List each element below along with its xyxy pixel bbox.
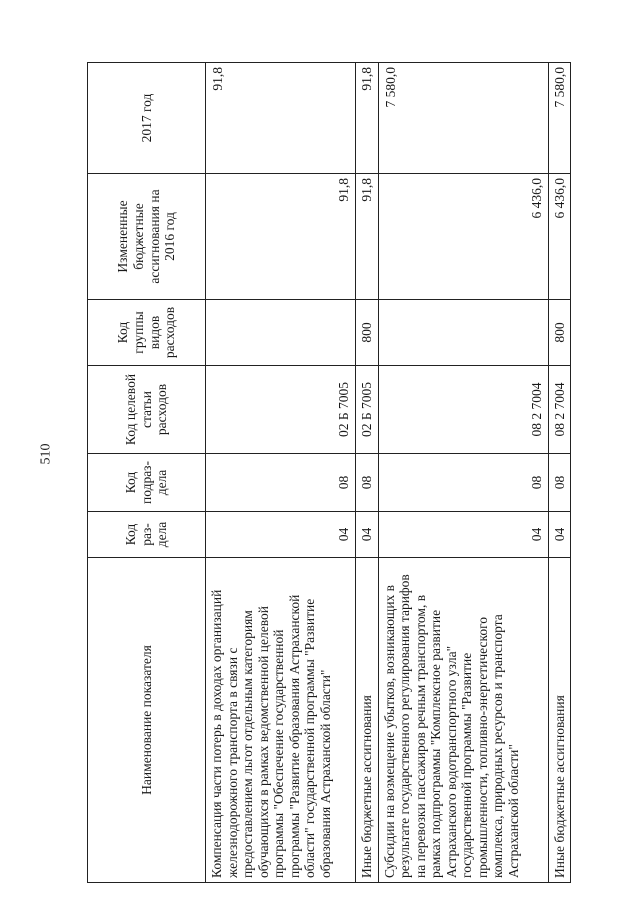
row-2017: 7 580,0 — [378, 63, 548, 174]
table-row — [378, 63, 548, 883]
row-target: 02 Б 7005 — [356, 366, 379, 454]
row-changed-2016: 6 436,0 — [378, 174, 548, 300]
header-podrazdel: Код подраз-дела — [88, 454, 206, 512]
row-changed-2016: 6 436,0 — [548, 174, 571, 300]
row-podrazdel: 08 — [548, 454, 571, 512]
row-name: Иные бюджетные ассигнования — [548, 558, 571, 883]
row-target: 02 Б 7005 — [206, 366, 356, 454]
row-razdel: 04 — [378, 512, 548, 558]
header-razdel: Код раз-дела — [88, 512, 206, 558]
row-2017: 91,8 — [356, 63, 379, 174]
header-2017: 2017 год — [88, 63, 206, 174]
row-name: Компенсация части потерь в доходах организаций железнодорожного транспорта в связи с предоставлением льгот отдельным категориям обучающихся в рамках ведомственной целевой программы "Обеспечение государственной программы "Развитие образования Астраханской области" государственной программы "Развитие образования Астраханской области" — [206, 558, 356, 883]
row-podrazdel: 08 — [378, 454, 548, 512]
row-2017: 91,8 — [206, 63, 356, 174]
table-header-row — [88, 63, 206, 883]
row-target: 08 2 7004 — [378, 366, 548, 454]
row-razdel: 04 — [206, 512, 356, 558]
header-name: Наименование показателя — [88, 558, 206, 883]
row-group: 800 — [356, 300, 379, 366]
table-row — [356, 63, 379, 883]
header-target: Код целевой статьи расходов — [88, 366, 206, 454]
row-razdel: 04 — [356, 512, 379, 558]
row-razdel: 04 — [548, 512, 571, 558]
row-target: 08 2 7004 — [548, 366, 571, 454]
budget-table — [87, 62, 571, 883]
row-group — [206, 300, 356, 366]
table-row — [548, 63, 571, 883]
table-row — [206, 63, 356, 883]
row-podrazdel: 08 — [356, 454, 379, 512]
budget-table-sheet — [87, 63, 567, 883]
row-2017: 7 580,0 — [548, 63, 571, 174]
row-podrazdel: 08 — [206, 454, 356, 512]
row-changed-2016: 91,8 — [206, 174, 356, 300]
row-name: Субсидии на возмещение убытков, возникающих в результате государственного регулирования тарифов на перевозки пассажиров речным транспортом, в рамках подпрограммы "Комплексное развитие Астраханского водотранспортного узла" государственной программы "Развитие промышленности, топливно-энергетического комплекса, природных ресурсов и транспорта Астраханской области" — [378, 558, 548, 883]
row-group: 800 — [548, 300, 571, 366]
header-group: Код группы видов расходов — [88, 300, 206, 366]
header-changed-2016: Измененные бюджетные ассигнования на 2016 год — [88, 174, 206, 300]
row-group — [378, 300, 548, 366]
row-name: Иные бюджетные ассигнования — [356, 558, 379, 883]
page-number: 510 — [38, 443, 54, 465]
row-changed-2016: 91,8 — [356, 174, 379, 300]
